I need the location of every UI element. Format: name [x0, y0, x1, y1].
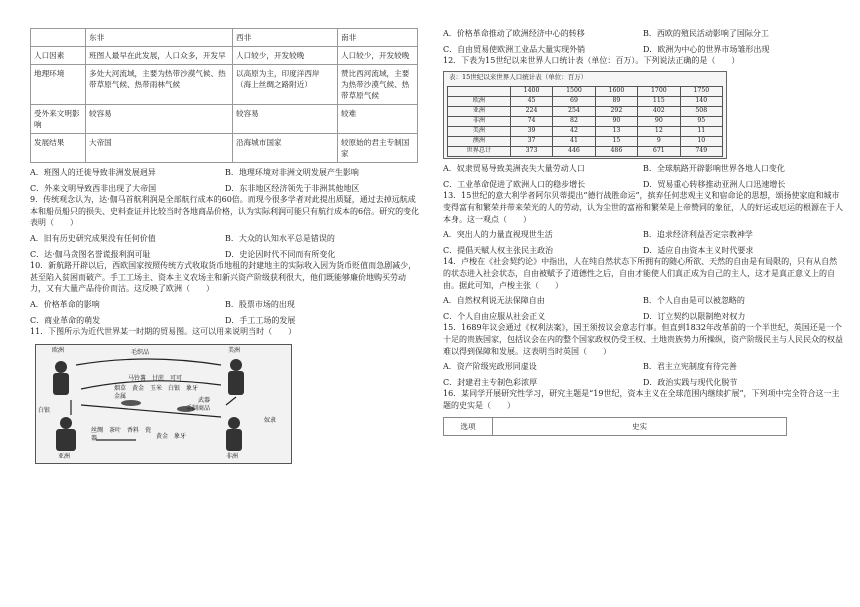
table-cell: 95 — [680, 117, 722, 127]
table-header-cell: 南非 — [338, 29, 418, 47]
q15-option-c[interactable]: C．封建君主专制色彩浓厚 — [443, 377, 538, 387]
arrow-africa-america — [226, 397, 236, 405]
q15-stem: 15．1689年议会通过《权利法案》，国王须按议会意志行事。但直到1832年改革前的一个半世纪，英国还是一个十足的贵族国家，包括议会在内的整个国家政权仍受王权、土地贵族势力所操纵，资产阶级民主与人民民众的权益难以得到保障和发展。这表明当时英国（ ） — [443, 323, 843, 356]
table-cell: 15 — [595, 137, 637, 147]
table-header-cell: 1400 — [510, 87, 552, 97]
trade-map-drawing — [36, 345, 291, 463]
table-cell: 人口较少，开发较晚 — [338, 47, 418, 65]
q13-options-row-1 — [443, 229, 843, 241]
q10-stem: 10．新航路开辟以后，西欧国家按照传统方式收取货币地租的封建地主的实际收入因为货币贬值而急剧减少，甚至陷入贫困而破产。手工工场主、资本主义农场主和新兴资产阶级获利很大，他们既能够廉价地购买劳动力，又有大量产品待价而沽。这反映了欧洲（ ） — [30, 261, 417, 294]
q9-option-d[interactable]: D．史论因时代不同而有所变化 — [225, 249, 336, 259]
table-cell: 人口较少，开发较晚 — [233, 47, 338, 65]
table-row — [31, 105, 418, 134]
q14-options-row-2 — [443, 311, 843, 323]
table-cell: 较原始的君主专制国家 — [338, 134, 418, 163]
table-cell: 90 — [638, 117, 680, 127]
table-cell: 508 — [680, 107, 722, 117]
q16-stem: 16．某同学开展研究性学习，研究主题是“19世纪，资本主义在全球范围内继续扩展”，下列项中完全符合这一主题的史实是（ ） — [443, 389, 840, 410]
table-header-cell: 西非 — [233, 29, 338, 47]
q15-options-row-2 — [443, 377, 843, 389]
q12-option-d[interactable]: D．贸易重心转移推动亚洲人口迅速增长 — [643, 179, 786, 189]
table-row — [444, 418, 787, 436]
q9-option-b[interactable]: B．大众的认知水平总是错误的 — [225, 233, 335, 243]
q12-stem: 12．下表为15世纪以来世界人口统计表（单位：百万）。下列说法正确的是（ ） — [443, 56, 740, 66]
left-column — [30, 0, 420, 464]
table-row — [448, 97, 723, 107]
q16-answer-table — [443, 417, 787, 436]
q13-option-c[interactable]: C．提倡天赋人权主张民主政治 — [443, 245, 554, 255]
table-cell: 澳洲 — [448, 137, 511, 147]
q13-option-d[interactable]: D．适应自由资本主义时代要求 — [643, 245, 754, 255]
q10-options-row-2 — [30, 315, 420, 327]
q8-option-b[interactable]: B．地理环境对非洲文明发展产生影响 — [225, 168, 359, 177]
figure-label-asia: 亚洲 — [58, 452, 71, 460]
table-row — [31, 134, 418, 163]
q13-stem: 13．15世纪的意大利学者阿尔贝蒂提出“德行战胜命运”，摈弃任何悲观主义和宿命论的思想，颂扬使家庭和城市变得富有和繁荣并带来荣光的人的劳动，认为尘世的富裕和繁荣是上帝赞同的象征，人的好运或厄运的根源在于人本身。这一观点（ ） — [443, 191, 843, 224]
table-cell: 亚洲 — [448, 107, 511, 117]
table-cell: 较难 — [338, 105, 418, 134]
q14-option-c[interactable]: C．个人自由应服从社会正义 — [443, 311, 546, 321]
table-cell: 749 — [680, 147, 722, 157]
q12-options-row-2 — [443, 179, 843, 191]
table-cell: 发展结果 — [31, 134, 86, 163]
q15-option-d[interactable]: D．政治实践与现代化脱节 — [643, 377, 738, 387]
table-cell: 12 — [638, 127, 680, 137]
table-cell: 446 — [553, 147, 595, 157]
q8-options-row-2 — [30, 183, 420, 195]
right-column — [443, 0, 843, 436]
table-cell: 世界总计 — [448, 147, 511, 157]
q12-option-a[interactable]: A．奴隶贸易导致美洲丧失大量劳动人口 — [443, 164, 585, 174]
q11-stem: 11．下图所示为近代世界某一时期的贸易图。这可以用来说明当时（ ） — [30, 327, 297, 337]
table-cell: 292 — [595, 107, 637, 117]
table-cell: 13 — [595, 127, 637, 137]
table-cell: 486 — [595, 147, 637, 157]
q13-options-row-2 — [443, 245, 843, 257]
table-cell: 671 — [638, 147, 680, 157]
figure-label-africa: 非洲 — [226, 452, 239, 460]
table-cell: 班图人最早在此发展，人口众多，开发早 — [86, 47, 233, 65]
table-cell: 沿海城市国家 — [233, 134, 338, 163]
table-row — [448, 87, 723, 97]
table-cell: 大帝国 — [86, 134, 233, 163]
table-cell: 45 — [510, 97, 552, 107]
q9-option-c[interactable]: C．达·伽马贪图名誉谎报利润可耻 — [30, 249, 151, 259]
q15-options-row-1 — [443, 361, 843, 373]
q8-option-d[interactable]: D．东非地区经济领先于非洲其他地区 — [225, 183, 360, 193]
q12-options-row-1 — [443, 163, 843, 175]
table-row — [31, 29, 418, 47]
table-cell: 较容易 — [86, 105, 233, 134]
q13-option-b[interactable]: B．追求经济利益否定宗教神学 — [643, 230, 753, 240]
figure-label-right-side: 奴隶 — [264, 416, 277, 424]
table-cell: 受外来文明影响 — [31, 105, 86, 134]
figure-label-america: 美洲 — [228, 346, 241, 354]
table-cell: 非洲 — [448, 117, 511, 127]
q8-option-a[interactable]: A．班图人的迁徙导致非洲发展迥异 — [30, 168, 156, 177]
q8-options-row-1 — [30, 167, 420, 179]
figure-africa-person-icon — [226, 417, 242, 451]
q10-option-a[interactable]: A．价格革命的影响 — [30, 299, 100, 309]
table-cell: 82 — [553, 117, 595, 127]
q15-option-b[interactable]: B．君主立宪制度有待完善 — [643, 362, 737, 372]
table-cell: 9 — [638, 137, 680, 147]
q11-option-c[interactable]: C．自由贸易使欧洲工业品大量实现外销 — [443, 44, 586, 54]
q11-option-d[interactable]: D．欧洲为中心的世界市场雏形出现 — [643, 44, 770, 54]
q16-col-option: 选项 — [444, 418, 493, 436]
q12-option-c[interactable]: C．工业革命促进了欧洲人口的稳步增长 — [443, 179, 586, 189]
table-cell: 美洲 — [448, 127, 511, 137]
figure-america-person-icon — [228, 359, 244, 395]
figure-asia-person-icon — [56, 417, 76, 451]
q10-option-c[interactable]: C．商业革命的萌发 — [30, 315, 101, 325]
table-cell: 373 — [510, 147, 552, 157]
q16-col-fact: 史实 — [493, 418, 787, 436]
q14-options-row-1 — [443, 295, 843, 307]
table-row — [31, 47, 418, 65]
figure-label-silk: 丝绸 茶叶 香料 瓷器 — [91, 426, 152, 443]
figure-label-cheap-goods: 手制商品 — [186, 404, 211, 412]
q9-stem: 9．传统观念认为，达·伽马首航利润是全部航行成本的60倍。而现今很多学者对此提出质疑，通过去掉远航成本和船员船只的损失、史料查证并比较当时各地商品价格，认为实际利润可能只有航行成本的6倍。研究的变化表明（ ） — [30, 195, 420, 228]
figure-label-left-side: 白银 — [38, 406, 51, 414]
q12-option-b[interactable]: B．全球航路开辟影响世界各地人口变化 — [643, 164, 785, 174]
table-cell: 欧洲 — [448, 97, 511, 107]
q10-options-row-1 — [30, 299, 420, 311]
q11-option-b[interactable]: B．西欧的殖民活动影响了国际分工 — [643, 29, 769, 38]
table-cell: 74 — [510, 117, 552, 127]
table-cell: 115 — [638, 97, 680, 107]
q11-option-a[interactable]: A．价格革命推动了欧洲经济中心的转移 — [443, 29, 585, 38]
table-header-cell — [31, 29, 86, 47]
trade-map-figure — [35, 344, 292, 464]
table-cell: 402 — [638, 107, 680, 117]
table-cell: 赞比西河流域，主要为热带沙漠气候、热带草原气候 — [338, 65, 418, 105]
table-header-cell: 东非 — [86, 29, 233, 47]
table-cell: 41 — [553, 137, 595, 147]
q8-option-c[interactable]: C．外来文明导致西非出现了大帝国 — [30, 183, 157, 193]
figure-label-goods-mid2: 烟草 黄金 玉米 白银 象牙 金属 — [114, 384, 205, 401]
table-cell: 地理环境 — [31, 65, 86, 105]
table-cell: 69 — [553, 97, 595, 107]
q9-option-a[interactable]: A．旧有历史研究成果没有任何价值 — [30, 233, 156, 243]
region-comparison-table — [30, 28, 418, 163]
table-header-cell: 1750 — [680, 87, 722, 97]
figure-label-gold: 黄金 象牙 — [156, 432, 187, 440]
table-header-cell — [448, 87, 511, 97]
table-cell: 37 — [510, 137, 552, 147]
table-cell: 人口因素 — [31, 47, 86, 65]
table-cell: 多处大河流域，主要为热带沙漠气候、热带草原气候、热带雨林气候 — [86, 65, 233, 105]
table-row — [448, 137, 723, 147]
figure-europe-person-icon — [53, 361, 69, 395]
figure-label-goods-top: 毛织品 — [131, 348, 150, 356]
figure-label-weapon: 武器 — [198, 396, 211, 404]
table-row — [448, 147, 723, 157]
table-header-cell: 1600 — [595, 87, 637, 97]
figure-label-goods-mid: 马铃薯 甘蔗 可可 — [128, 374, 183, 382]
table-cell: 39 — [510, 127, 552, 137]
q10-option-d[interactable]: D．手工工场的发展 — [225, 315, 296, 325]
table-cell: 以高原为主，印度洋西岸（海上丝绸之路附近） — [233, 65, 338, 105]
table-header-cell: 1700 — [638, 87, 680, 97]
table-row — [448, 107, 723, 117]
q11-options-row-1 — [443, 28, 843, 40]
q14-option-d[interactable]: D．订立契约以限制绝对权力 — [643, 311, 746, 321]
table-cell: 89 — [595, 97, 637, 107]
q14-option-b[interactable]: B．个人自由是可以被忽略的 — [643, 296, 745, 306]
table-header-cell: 1500 — [553, 87, 595, 97]
table-cell: 10 — [680, 137, 722, 147]
arrow-europe-america — [76, 359, 221, 365]
table-row — [31, 65, 418, 105]
q10-option-b[interactable]: B．股票市场的出现 — [225, 299, 295, 309]
q15-option-a[interactable]: A．资产阶级宪政形同虚设 — [443, 362, 537, 372]
population-table — [447, 86, 723, 157]
population-table-title: 表：15世纪以来世界人口统计表（单位：百万） — [449, 72, 588, 81]
table-row — [448, 117, 723, 127]
table-cell: 140 — [680, 97, 722, 107]
q9-options-row-1 — [30, 233, 420, 245]
population-table-image — [443, 71, 727, 159]
q14-option-a[interactable]: A．自然权利说无法保障自由 — [443, 296, 545, 306]
q13-option-a[interactable]: A．突出人的力量直视现世生活 — [443, 230, 553, 240]
q11-options-row-2 — [443, 44, 843, 56]
table-cell: 42 — [553, 127, 595, 137]
figure-label-europe: 欧洲 — [52, 346, 65, 354]
q9-options-row-2 — [30, 249, 420, 261]
table-cell: 较容易 — [233, 105, 338, 134]
table-cell: 254 — [553, 107, 595, 117]
q14-stem: 14．卢梭在《社会契约论》中指出，人在纯自然状态下所拥有的随心所欲、天然的自由是有局限的，只有从自然的状态进入社会状态，自由被赋予了道德性之后，自由才能使人们真正成为自己的主人，这才是真正意义上的自由。据此可知，卢梭主张（ ） — [443, 257, 838, 290]
table-cell: 90 — [595, 117, 637, 127]
table-cell: 224 — [510, 107, 552, 117]
table-row — [448, 127, 723, 137]
table-cell: 11 — [680, 127, 722, 137]
